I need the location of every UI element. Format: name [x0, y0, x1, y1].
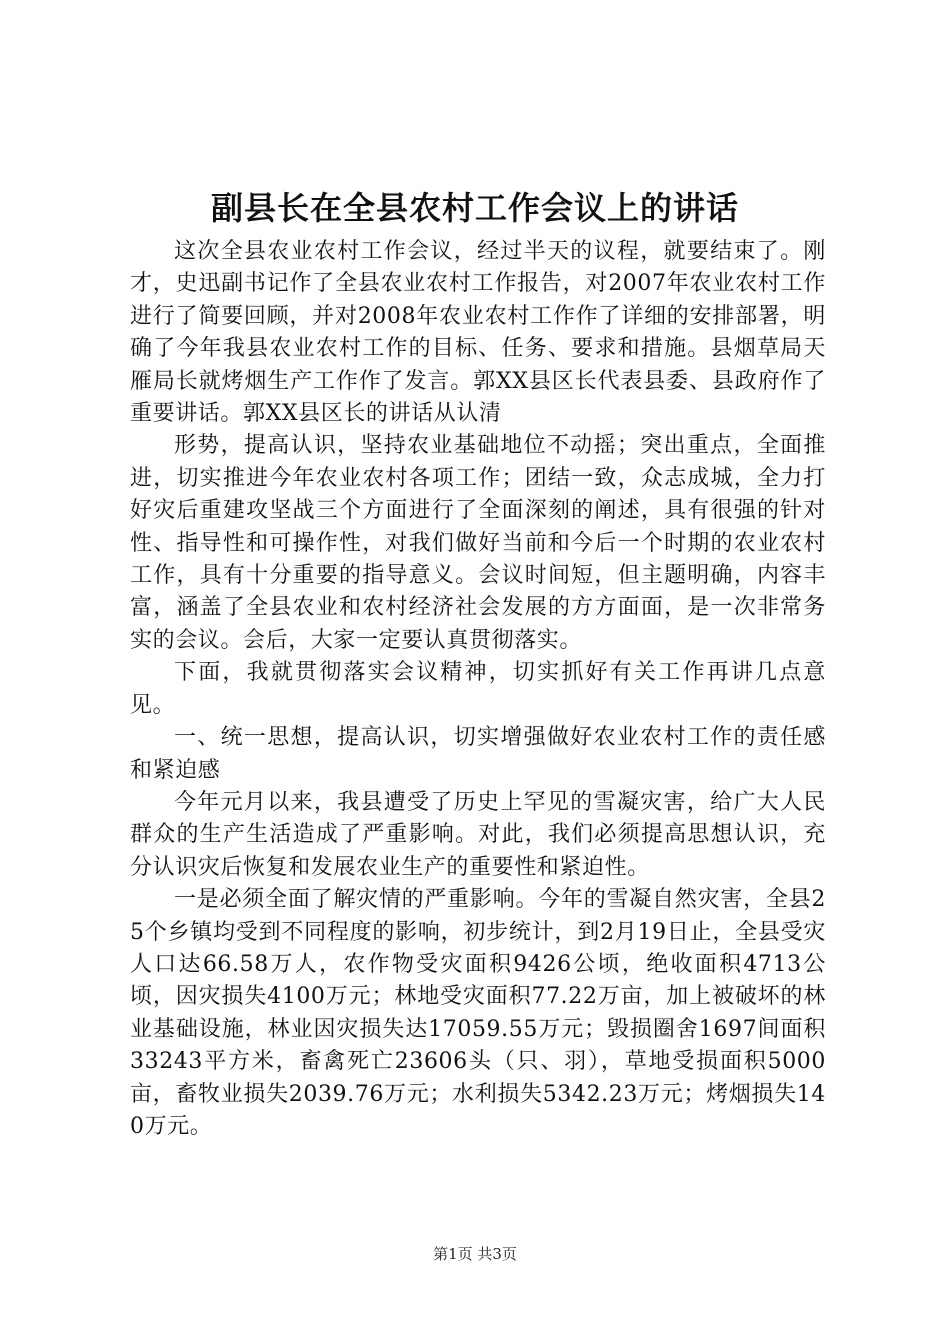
paragraph-opening: 这次全县农业农村工作会议，经过半天的议程，就要结束了。刚才，史迅副书记作了全县农业农村工作报告，对2007年农业农村工作进行了简要回顾，并对2008年农业农村工作作了详细的安排部署，明确了今年我县农业农村工作的目标、任务、要求和措施。县烟草局天雁局长就烤烟生产工作作了发言。郭XX县区长代表县委、县政府作了重要讲话。郭XX县区长的讲话从认清 — [130, 239, 826, 427]
document-title: 副县长在全县农村工作会议上的讲话 — [210, 189, 739, 227]
paragraph-disaster-statistics: 一是必须全面了解灾情的严重影响。今年的雪凝自然灾害，全县25个乡镇均受到不同程度的影响，初步统计，到2月19日止，全县受灾人口达66.58万人，农作物受灾面积9426公顷，绝收面积4713公顷，因灾损失4100万元；林地受灾面积77.22万亩，加上被破坏的林业基础设施，林业因灾损失达17059.55万元；毁损圈舍1697间面积33243平方米，畜禽死亡23606头（只、羽），草地受损面积5000亩，畜牧业损失2039.76万元；水利损失5342.23万元；烤烟损失140万元。 — [130, 887, 826, 1139]
section-heading-one: 一、统一思想，提高认识，切实增强做好农业农村工作的责任感和紧迫感 — [130, 725, 826, 783]
paragraph-summary: 形势，提高认识，坚持农业基础地位不动摇；突出重点，全面推进，切实推进今年农业农村各项工作；团结一致，众志成城，全力打好灾后重建攻坚战三个方面进行了全面深刻的阐述，具有很强的针对性、指导性和可操作性，对我们做好当前和今后一个时期的农业农村工作，具有十分重要的指导意义。会议时间短，但主题明确，内容丰富，涵盖了全县农业和农村经济社会发展的方方面面，是一次非常务实的会议。会后，大家一定要认真贯彻落实。 — [130, 433, 826, 653]
paragraph-disaster-intro: 今年元月以来，我县遭受了历史上罕见的雪凝灾害，给广大人民群众的生产生活造成了严重影响。对此，我们必须提高思想认识，充分认识灾后恢复和发展农业生产的重要性和紧迫性。 — [130, 789, 826, 880]
document-body — [130, 236, 826, 1143]
page-number-footer: 第1页 共3页 — [433, 1245, 517, 1263]
paragraph-transition: 下面，我就贯彻落实会议精神，切实抓好有关工作再讲几点意见。 — [130, 660, 826, 718]
